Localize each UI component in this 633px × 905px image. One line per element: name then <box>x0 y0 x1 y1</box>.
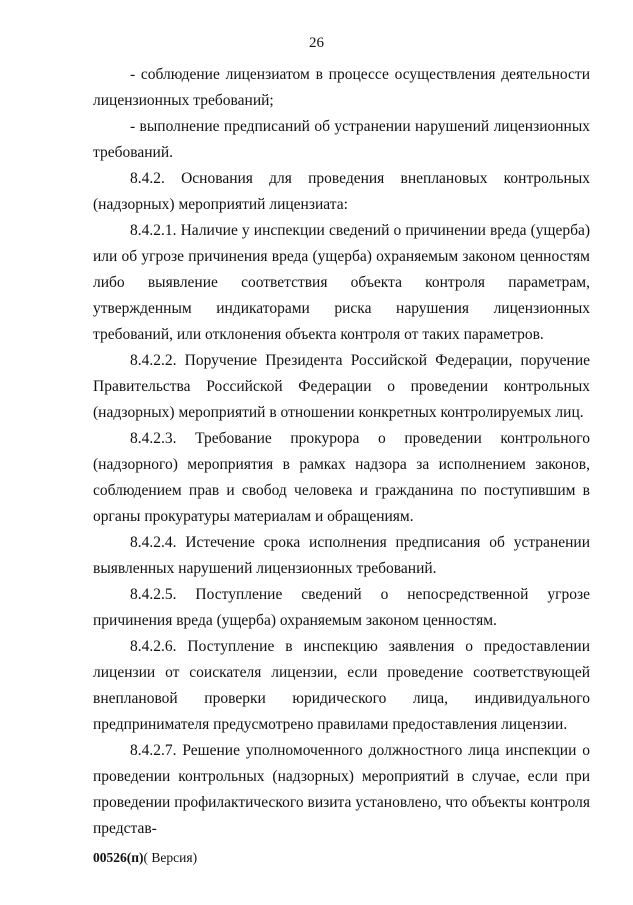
paragraph-8-4-2-3: 8.4.2.3. Требование прокурора о проведении контрольного (надзорного) мероприятия в рамках надзора за исполнением законов, соблюдением прав и свобод человека и гражданина по поступившим в органы прокуратуры материалам и обращениям. <box>93 430 590 525</box>
paragraph-8-4-2-5: 8.4.2.5. Поступление сведений о непосредственной угрозе причинения вреда (ущерба) охраняемым законом ценностям. <box>93 586 590 629</box>
document-body <box>93 62 590 842</box>
paragraph-8-4-2: 8.4.2. Основания для проведения внеплановых контрольных (надзорных) мероприятий лицензиата: <box>93 170 590 213</box>
footer-code: 00526(п) <box>93 850 144 865</box>
paragraph-compliance-bullet: - соблюдение лицензиатом в процессе осуществления деятельности лицензионных требований; <box>93 66 590 109</box>
paragraph-8-4-2-4: 8.4.2.4. Истечение срока исполнения предписания об устранении выявленных нарушений лицензионных требований. <box>93 534 590 577</box>
paragraph-orders-bullet: - выполнение предписаний об устранении нарушений лицензионных требований. <box>93 118 590 161</box>
page-number: 26 <box>309 35 324 51</box>
paragraph-8-4-2-7: 8.4.2.7. Решение уполномоченного должностного лица инспекции о проведении контрольных (надзорных) мероприятий в случае, если при проведении профилактического визита установлено, что объекты контроля представ- <box>93 742 590 837</box>
footer-document-code <box>93 850 197 866</box>
footer-version: ( Версия) <box>143 850 198 865</box>
paragraph-8-4-2-2: 8.4.2.2. Поручение Президента Российской Федерации, поручение Правительства Российской Федерации о проведении контрольных (надзорных) мероприятий в отношении конкретных контролируемых лиц. <box>93 352 590 421</box>
paragraph-8-4-2-1: 8.4.2.1. Наличие у инспекции сведений о причинении вреда (ущерба) или об угрозе причинения вреда (ущерба) охраняемым законом ценностям либо выявление соответствия объекта контроля параметрам, утвержденным индикаторами риска нарушения лицензионных требований, или отклонения объекта контроля от таких параметров. <box>93 222 590 343</box>
paragraph-8-4-2-6: 8.4.2.6. Поступление в инспекцию заявления о предоставлении лицензии от соискателя лицензии, если проведение соответствующей внеплановой проверки юридического лица, индивидуального предпринимателя предусмотрено правилами предоставления лицензии. <box>93 638 590 733</box>
